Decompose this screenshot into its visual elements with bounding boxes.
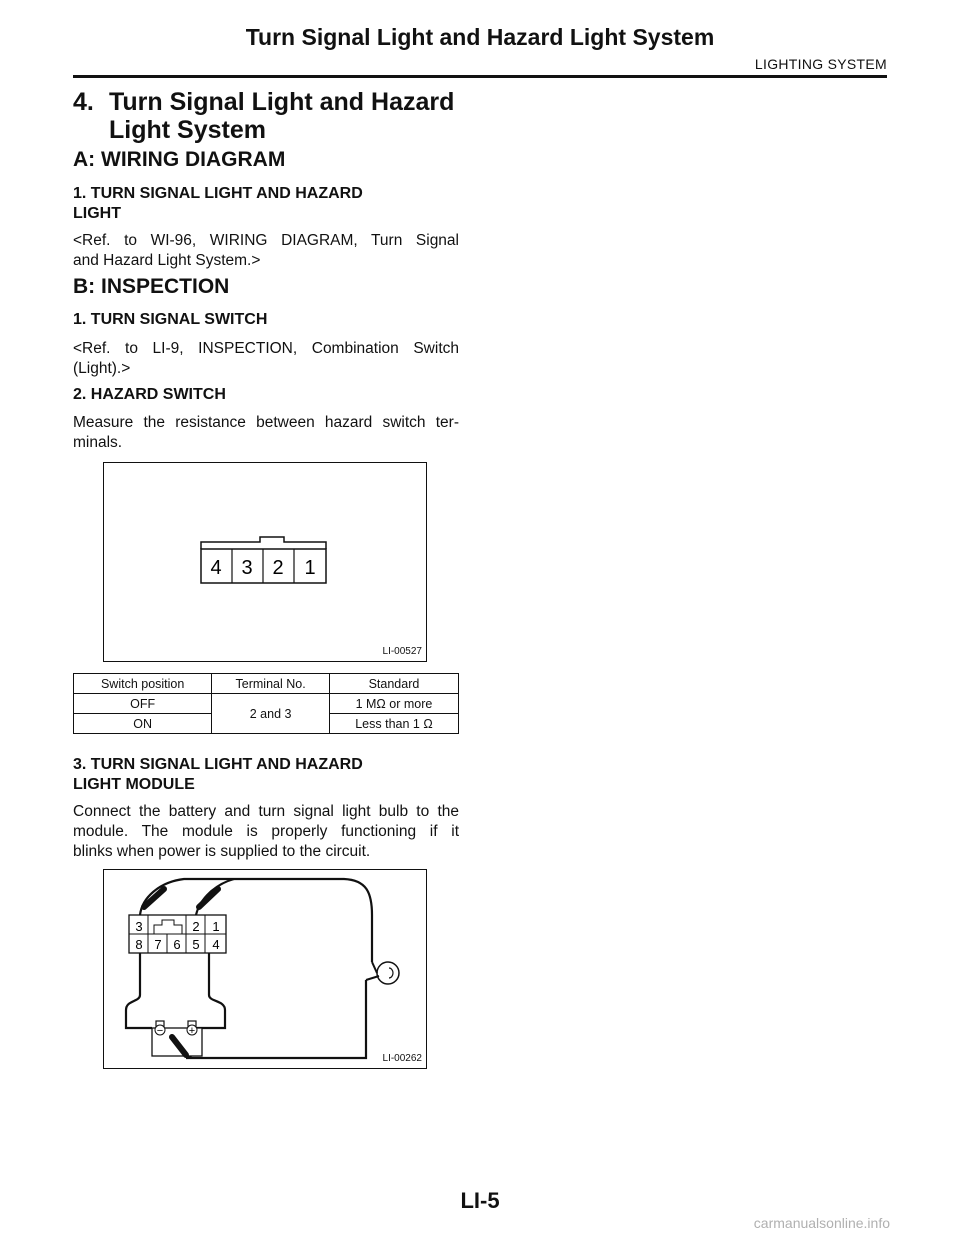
instruction-line1: Measure the resistance between hazard switch ter- bbox=[73, 414, 459, 431]
figure-module-test-circuit bbox=[103, 869, 427, 1069]
chapter-title-line2: Light System bbox=[109, 116, 266, 144]
ref-line1: <Ref. to WI-96, WIRING DIAGRAM, Turn Signal bbox=[73, 232, 459, 249]
section-name: LIGHTING SYSTEM bbox=[754, 56, 887, 72]
table-cell: 2 and 3 bbox=[212, 694, 330, 734]
subheading-line1: 3. TURN SIGNAL LIGHT AND HAZARD bbox=[73, 756, 363, 773]
hazard-switch-instruction bbox=[73, 413, 459, 453]
pin-label: 3 bbox=[135, 919, 143, 934]
table-row bbox=[74, 694, 459, 714]
instruction-line2: module. The module is properly functioning if it bbox=[73, 823, 459, 840]
minus-sign: − bbox=[156, 1025, 164, 1037]
header-divider bbox=[73, 75, 887, 78]
table-cell: ON bbox=[74, 714, 212, 734]
pin-label: 1 bbox=[304, 557, 316, 579]
wiring-reference[interactable] bbox=[73, 231, 459, 271]
bulb-icon bbox=[377, 962, 399, 984]
subheading-line1: 1. TURN SIGNAL LIGHT AND HAZARD bbox=[73, 185, 363, 202]
ref-line2: (Light).> bbox=[73, 360, 131, 377]
pin-label: 2 bbox=[192, 919, 200, 934]
switch-reference[interactable] bbox=[73, 339, 459, 379]
table-header: Switch position bbox=[74, 674, 212, 694]
page-number: LI-5 bbox=[460, 1188, 500, 1213]
wire-pin4-to-battery-plus bbox=[188, 953, 225, 1028]
plus-sign: + bbox=[188, 1025, 196, 1037]
bulb-wire bbox=[366, 976, 379, 980]
table-header: Standard bbox=[329, 674, 458, 694]
pin-label: 8 bbox=[135, 937, 143, 952]
subheading-line2: LIGHT bbox=[73, 205, 121, 222]
figure-label: LI-00262 bbox=[382, 1053, 422, 1064]
subheading-turn-signal-hazard bbox=[73, 184, 463, 224]
subheading-module bbox=[73, 755, 463, 795]
connector-tab bbox=[201, 537, 326, 549]
chapter-title-line1: Turn Signal Light and Hazard bbox=[109, 88, 455, 116]
circuit-drawing bbox=[104, 870, 426, 1068]
table-header-row bbox=[74, 674, 459, 694]
wire-pin8-to-battery-minus bbox=[126, 953, 152, 1028]
ref-line2: and Hazard Light System.> bbox=[73, 252, 261, 269]
module-instruction bbox=[73, 802, 459, 862]
table-cell: 1 MΩ or more bbox=[329, 694, 458, 714]
subheading-line2: LIGHT MODULE bbox=[73, 776, 195, 793]
watermark: carmanualsonline.info bbox=[753, 1215, 890, 1231]
ref-line1: <Ref. to LI-9, INSPECTION, Combination Switch bbox=[73, 340, 459, 357]
table-cell: OFF bbox=[74, 694, 212, 714]
instruction-line3: blinks when power is supplied to the circuit. bbox=[73, 843, 371, 860]
pin-label: 6 bbox=[173, 937, 181, 952]
pin-label: 5 bbox=[192, 937, 200, 952]
table-cell: Less than 1 Ω bbox=[329, 714, 458, 734]
chapter-number: 4. bbox=[73, 88, 94, 116]
heading-wiring-diagram: A: WIRING DIAGRAM bbox=[73, 148, 286, 171]
heading-inspection: B: INSPECTION bbox=[73, 275, 230, 298]
pin-label: 7 bbox=[154, 937, 162, 952]
pin-label: 3 bbox=[241, 557, 253, 579]
hazard-switch-spec-table bbox=[73, 673, 459, 734]
pin-label: 4 bbox=[212, 937, 220, 952]
wire-bulb-to-battery bbox=[186, 980, 366, 1058]
wire-pin2 bbox=[196, 879, 234, 915]
figure-hazard-switch-connector bbox=[103, 462, 427, 662]
page-header-title: Turn Signal Light and Hazard Light System bbox=[245, 24, 715, 50]
subheading-turn-signal-switch: 1. TURN SIGNAL SWITCH bbox=[73, 311, 268, 328]
pin-label: 4 bbox=[210, 557, 222, 579]
pin-label: 1 bbox=[212, 919, 220, 934]
bulb-wire bbox=[372, 962, 377, 973]
probe-lead bbox=[199, 889, 218, 907]
instruction-line2: minals. bbox=[73, 434, 123, 451]
table-header: Terminal No. bbox=[212, 674, 330, 694]
subheading-hazard-switch: 2. HAZARD SWITCH bbox=[73, 386, 226, 403]
connector-drawing bbox=[104, 463, 426, 661]
instruction-line1: Connect the battery and turn signal light bulb to the bbox=[73, 803, 459, 820]
figure-label: LI-00527 bbox=[382, 646, 422, 657]
pin-label: 2 bbox=[272, 557, 284, 579]
